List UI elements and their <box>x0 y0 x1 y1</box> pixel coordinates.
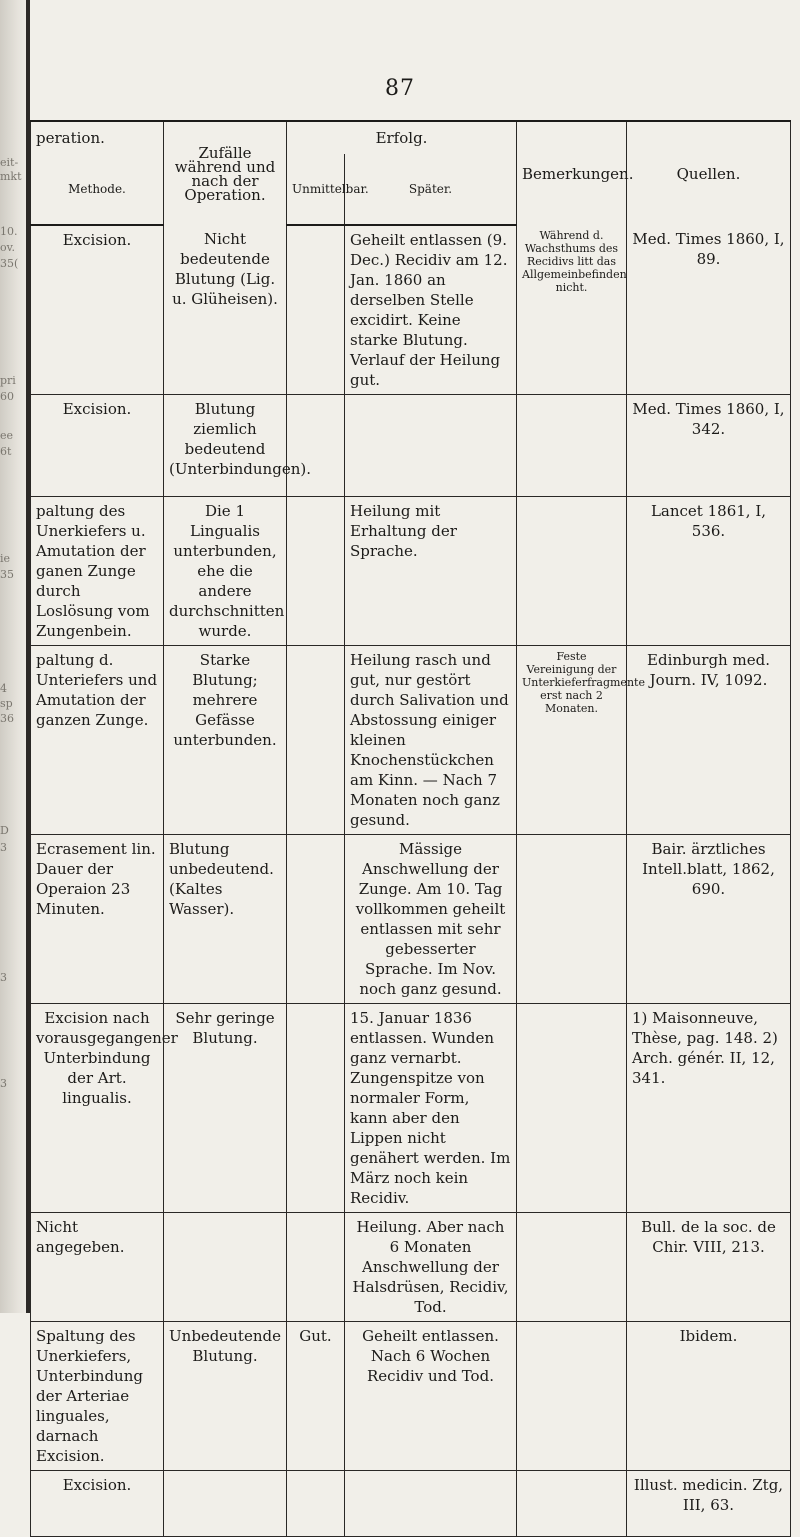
header-later: Später. <box>345 154 517 225</box>
cell-remarks <box>517 1213 627 1322</box>
table-row <box>31 225 791 395</box>
cell-incidents: Starke Blutung; mehrere Gefässe unterbunden. <box>164 646 287 835</box>
cell-incidents: Sehr geringe Blutung. <box>164 1004 287 1213</box>
table-row <box>31 1471 791 1537</box>
cell-immediate <box>287 1471 345 1537</box>
cell-incidents: Blutung unbedeutend. (Kaltes Wasser). <box>164 835 287 1004</box>
table-header-row <box>31 121 791 154</box>
table-row <box>31 646 791 835</box>
cell-method: paltung d. Unteriefers und Amutation der ganzen Zunge. <box>31 646 164 835</box>
cell-remarks <box>517 497 627 646</box>
cell-method: Spaltung des Unerkiefers, Unterbindung der Arteriae linguales, darnach Excision. <box>31 1322 164 1471</box>
cell-immediate <box>287 225 345 395</box>
edge-fragment: mkt <box>0 171 22 183</box>
header-remarks: Bemerkungen. <box>517 121 627 225</box>
cell-incidents: Unbedeutende Blutung. <box>164 1322 287 1471</box>
cell-later: Heilung mit Erhaltung der Sprache. <box>345 497 517 646</box>
cell-later: Geheilt entlassen. Nach 6 Wochen Recidiv und Tod. <box>345 1322 517 1471</box>
cell-source: Ibidem. <box>627 1322 791 1471</box>
cell-immediate <box>287 395 345 497</box>
cell-incidents: Nicht bedeutende Blutung (Lig. u. Glüheisen). <box>164 225 287 395</box>
edge-fragment: 6t <box>0 446 12 458</box>
operations-table <box>30 120 791 1537</box>
cell-later <box>345 1471 517 1537</box>
cell-immediate <box>287 1004 345 1213</box>
edge-fragment: ee <box>0 430 14 442</box>
edge-fragment: D <box>0 825 9 837</box>
cell-immediate <box>287 835 345 1004</box>
edge-fragment: 35( <box>0 258 19 270</box>
cell-source: Edinburgh med. Journ. IV, 1092. <box>627 646 791 835</box>
cell-incidents <box>164 1213 287 1322</box>
edge-fragment: ov. <box>0 242 16 254</box>
cell-later: 15. Januar 1836 entlassen. Wunden ganz vernarbt. Zungenspitze von normaler Form, kann aber den Lippen nicht genähert werden. Im März noch kein Recidiv. <box>345 1004 517 1213</box>
header-sources: Quellen. <box>627 121 791 225</box>
edge-fragment: ie <box>0 553 11 565</box>
cell-source: Bair. ärztliches Intell.blatt, 1862, 690. <box>627 835 791 1004</box>
header-incidents: Zufälle während und nach der Operation. <box>164 121 287 225</box>
cell-source: Med. Times 1860, I, 89. <box>627 225 791 395</box>
edge-fragment: pri <box>0 375 16 387</box>
edge-fragment: 3 <box>0 842 7 854</box>
table-row <box>31 1213 791 1322</box>
table-row <box>31 395 791 497</box>
table-row <box>31 1322 791 1471</box>
cell-immediate <box>287 646 345 835</box>
cell-source: Lancet 1861, I, 536. <box>627 497 791 646</box>
cell-method: Excision. <box>31 395 164 497</box>
cell-remarks <box>517 1322 627 1471</box>
cell-method: Excision. <box>31 1471 164 1537</box>
table-row <box>31 835 791 1004</box>
edge-fragment: 4 <box>0 683 7 695</box>
edge-fragment: 3 <box>0 972 7 984</box>
table-row <box>31 1004 791 1213</box>
edge-fragment: sp <box>0 698 13 710</box>
cell-immediate <box>287 1213 345 1322</box>
edge-fragment: 3 <box>0 1078 7 1090</box>
cell-source: Med. Times 1860, I, 342. <box>627 395 791 497</box>
cell-method: Ecrasement lin. Dauer der Operaion 23 Minuten. <box>31 835 164 1004</box>
cell-method: Excision. <box>31 225 164 395</box>
edge-fragment: 36 <box>0 713 14 725</box>
edge-fragment: eit- <box>0 157 19 169</box>
table-row <box>31 497 791 646</box>
header-immediate: Unmittelbar. <box>287 154 345 225</box>
cell-method: Nicht angegeben. <box>31 1213 164 1322</box>
cell-remarks <box>517 1471 627 1537</box>
edge-fragment: 60 <box>0 391 14 403</box>
header-success: Erfolg. <box>287 121 517 154</box>
cell-source: 1) Maisonneuve, Thèse, pag. 148. 2) Arch. génér. II, 12, 341. <box>627 1004 791 1213</box>
cell-immediate <box>287 497 345 646</box>
edge-fragment: 10. <box>0 226 18 238</box>
cell-later <box>345 395 517 497</box>
cell-remarks <box>517 1004 627 1213</box>
cell-method: Excision nach vorausgegangener Unterbindung der Art. lingualis. <box>31 1004 164 1213</box>
cell-later: Geheilt entlassen (9. Dec.) Recidiv am 12. Jan. 1860 an derselben Stelle excidirt. Keine starke Blutung. Verlauf der Heilung gut. <box>345 225 517 395</box>
cell-incidents <box>164 1471 287 1537</box>
header-operation: peration. <box>31 121 164 154</box>
cell-later: Heilung. Aber nach 6 Monaten Anschwellung der Halsdrüsen, Recidiv, Tod. <box>345 1213 517 1322</box>
cell-method: paltung des Unerkiefers u. Amutation der ganen Zunge durch Loslösung vom Zungenbein. <box>31 497 164 646</box>
cell-source: Illust. medicin. Ztg, III, 63. <box>627 1471 791 1537</box>
cell-remarks: Während d. Wachsthums des Recidivs litt das Allgemeinbefinden nicht. <box>517 225 627 395</box>
cell-incidents: Die 1 Lingualis unterbunden, ehe die andere durchschnitten wurde. <box>164 497 287 646</box>
cell-immediate: Gut. <box>287 1322 345 1471</box>
page-number: 87 <box>385 76 415 101</box>
cell-remarks: Feste Vereinigung der Unterkieferfragmente erst nach 2 Monaten. <box>517 646 627 835</box>
header-method: Methode. <box>31 154 164 225</box>
cell-later: Heilung rasch und gut, nur gestört durch Salivation und Abstossung einiger kleinen Knochenstückchen am Kinn. — Nach 7 Monaten noch ganz gesund. <box>345 646 517 835</box>
cell-incidents: Blutung ziemlich bedeutend (Unterbindungen). <box>164 395 287 497</box>
cell-later: Mässige Anschwellung der Zunge. Am 10. Tag vollkommen geheilt entlassen mit sehr gebesserter Sprache. Im Nov. noch ganz gesund. <box>345 835 517 1004</box>
cell-source: Bull. de la soc. de Chir. VIII, 213. <box>627 1213 791 1322</box>
cell-remarks <box>517 835 627 1004</box>
cell-remarks <box>517 395 627 497</box>
edge-fragment: 35 <box>0 569 14 581</box>
